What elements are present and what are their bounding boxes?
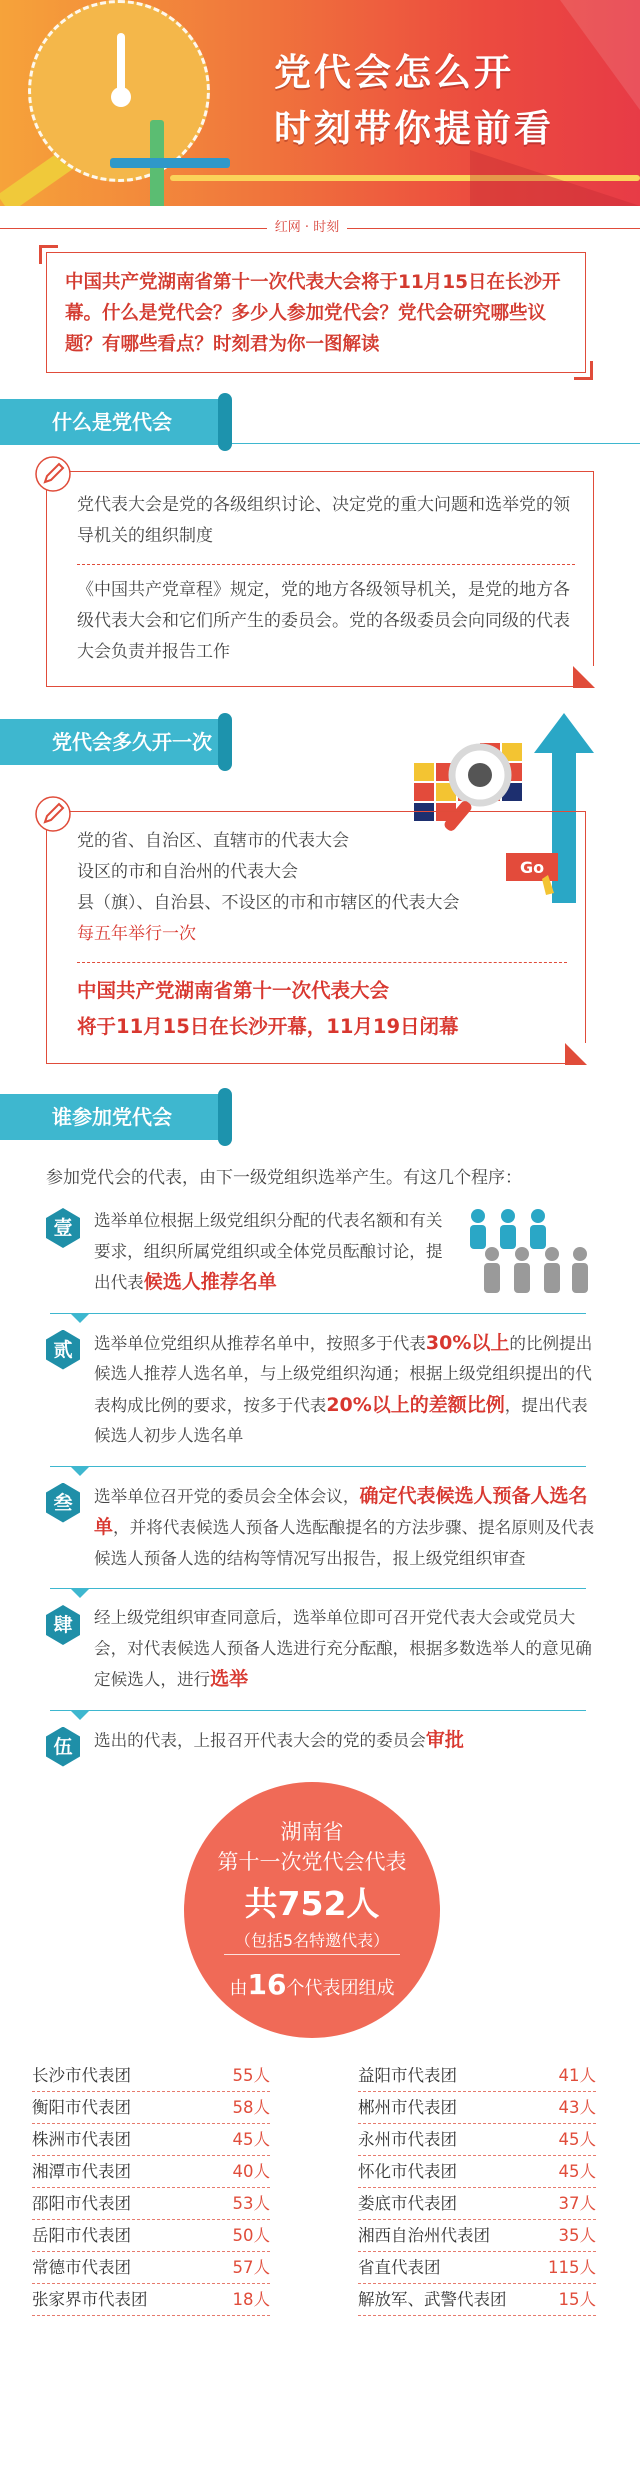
summary-section — [0, 1782, 640, 2040]
delegation-row: 益阳市代表团 41人 — [358, 2060, 596, 2092]
source-label: 红网 · 时刻 — [267, 218, 347, 238]
delegation-row: 长沙市代表团 55人 — [32, 2060, 270, 2092]
delegation-row: 怀化市代表团 45人 — [358, 2156, 596, 2188]
step-number-badge: 肆 — [46, 1605, 80, 1645]
divider — [232, 443, 640, 444]
corner-fold-decoration — [565, 1043, 587, 1065]
summary-note: （包括5名特邀代表） — [234, 1931, 390, 1950]
charter-text: 《中国共产党章程》规定，党的地方各级领导机关，是党的地方各级代表大会和它们所产生的委员会。党的各级委员会向同级的代表大会负责并报告工作 — [77, 580, 570, 662]
frequency-note — [46, 811, 586, 1064]
definition-text: 党代表大会是党的各级组织讨论、决定党的重大问题和选举党的领导机关的组织制度 — [77, 495, 570, 546]
step-2: 贰 选举单位党组织从推荐名单中，按照多于代表30%以上的比例提出候选人推荐人选名单，与上级党组织沟通；根据上级党组织提出的代表构成比例的要求，按多于代表20%以上的差额比例，提出代表候选人初步人选名单 — [46, 1314, 596, 1466]
delegation-row: 株洲市代表团 45人 — [32, 2124, 270, 2156]
section-title-what — [0, 399, 640, 451]
step-highlight: 候选人推荐名单 — [143, 1271, 277, 1293]
scroll-roll-decoration — [218, 713, 232, 771]
delegation-row: 湘潭市代表团 40人 — [32, 2156, 270, 2188]
delegation-column-left — [32, 2060, 270, 2316]
corner-fold-decoration — [573, 666, 595, 688]
people-icon — [464, 1206, 596, 1316]
step-number-badge: 壹 — [46, 1208, 80, 1248]
step-highlight: 30%以上 — [425, 1331, 510, 1354]
pencil-icon — [35, 456, 71, 492]
procedure-lead: 参加党代会的代表，由下一级党组织选举产生。有这几个程序： — [46, 1168, 522, 1188]
divider — [224, 1954, 400, 1955]
frequency-text: 每五年举行一次 — [77, 924, 196, 944]
step-number-badge: 贰 — [46, 1330, 80, 1370]
divider — [77, 564, 575, 565]
delegation-row: 岳阳市代表团 50人 — [32, 2220, 270, 2252]
scroll-roll-decoration — [218, 393, 232, 451]
intro-box: 中国共产党湖南省第十一次代表大会将于11月15日在长沙开幕。什么是党代会？多少人参加党代会？党代会研究哪些议题？有哪些看点？时刻君为你一图解读 — [46, 252, 586, 373]
summary-province: 湖南省 — [280, 1820, 344, 1844]
summary-delegations: 由16个代表团组成 — [229, 1968, 395, 2001]
step-text: 选举单位根据上级党组织分配的代表名额和有关要求，组织所属党组织或全体党员酝酿讨论，提出代表 — [94, 1211, 443, 1292]
divider — [77, 962, 567, 963]
go-label: Go — [519, 858, 545, 877]
pencil-icon — [35, 796, 71, 832]
step-highlight: 选举 — [210, 1668, 249, 1690]
delegation-row: 张家界市代表团 18人 — [32, 2284, 270, 2316]
step-highlight: 审批 — [425, 1728, 464, 1751]
source-row — [0, 206, 640, 236]
scroll-roll-decoration — [218, 1088, 232, 1146]
section-frequency — [0, 719, 640, 1064]
summary-circle — [184, 1782, 440, 2038]
delegation-row: 省直代表团 115人 — [358, 2252, 596, 2284]
page-title-line2: 时刻带你提前看 — [274, 107, 554, 150]
step-4: 肆 经上级党组织审查同意后，选举单位即可召开党代表大会或党员大会，对代表候选人预备人选进行充分酝酿，根据多数选举人的意见确定候选人，进行选举 — [46, 1589, 596, 1710]
section-title-label: 党代会多久开一次 — [0, 719, 224, 765]
pencil-decoration — [110, 158, 230, 168]
congress-level-1: 党的省、自治区、直辖市的代表大会 — [77, 831, 349, 851]
delegation-row: 湘西自治州代表团 35人 — [358, 2220, 596, 2252]
congress-dates: 将于11月15日在长沙开幕，11月19日闭幕 — [77, 1015, 459, 1038]
delegation-row: 永州市代表团 45人 — [358, 2124, 596, 2156]
delegation-row: 娄底市代表团 37人 — [358, 2188, 596, 2220]
section-title-who — [0, 1094, 640, 1146]
delegation-row: 衡阳市代表团 58人 — [32, 2092, 270, 2124]
step-1 — [46, 1192, 596, 1313]
step-highlight: 确定代表候选人预备人选名单 — [94, 1484, 588, 1538]
page-title-line1: 党代会怎么开 — [274, 51, 514, 94]
step-number-badge: 伍 — [46, 1727, 80, 1767]
delegation-row: 解放军、武警代表团 15人 — [358, 2284, 596, 2316]
congress-name: 中国共产党湖南省第十一次代表大会 — [77, 979, 390, 1002]
section-title-label: 什么是党代会 — [0, 399, 224, 445]
delegation-column-right — [358, 2060, 596, 2316]
delegation-table — [0, 2060, 640, 2320]
delegation-row: 邵阳市代表团 53人 — [32, 2188, 270, 2220]
step-3: 叁 选举单位召开党的委员会全体会议，确定代表候选人预备人选名单，并将代表候选人预备人选酝酿提名的方法步骤、提名原则及代表候选人预备人选的结构等情况写出报告，报上级党组织审查 — [46, 1467, 596, 1589]
step-5: 伍 选出的代表，上报召开代表大会的党的委员会审批 — [46, 1711, 596, 1771]
section-title-label: 谁参加党代会 — [0, 1094, 224, 1140]
header-banner — [0, 0, 640, 206]
congress-level-2: 设区的市和自治州的代表大会 — [77, 862, 298, 882]
summary-total: 共752人 — [244, 1884, 380, 1923]
step-number-badge: 叁 — [46, 1483, 80, 1523]
delegation-row: 郴州市代表团 43人 — [358, 2092, 596, 2124]
definition-note — [46, 471, 594, 687]
step-highlight: 20%以上的差额比例 — [326, 1393, 505, 1416]
clock-icon — [28, 0, 210, 182]
delegation-row: 常德市代表团 57人 — [32, 2252, 270, 2284]
summary-congress: 第十一次党代会代表 — [217, 1850, 407, 1874]
triangle-decoration — [470, 150, 640, 206]
congress-level-3: 县（旗）、自治县、不设区的市和市辖区的代表大会 — [77, 893, 460, 913]
